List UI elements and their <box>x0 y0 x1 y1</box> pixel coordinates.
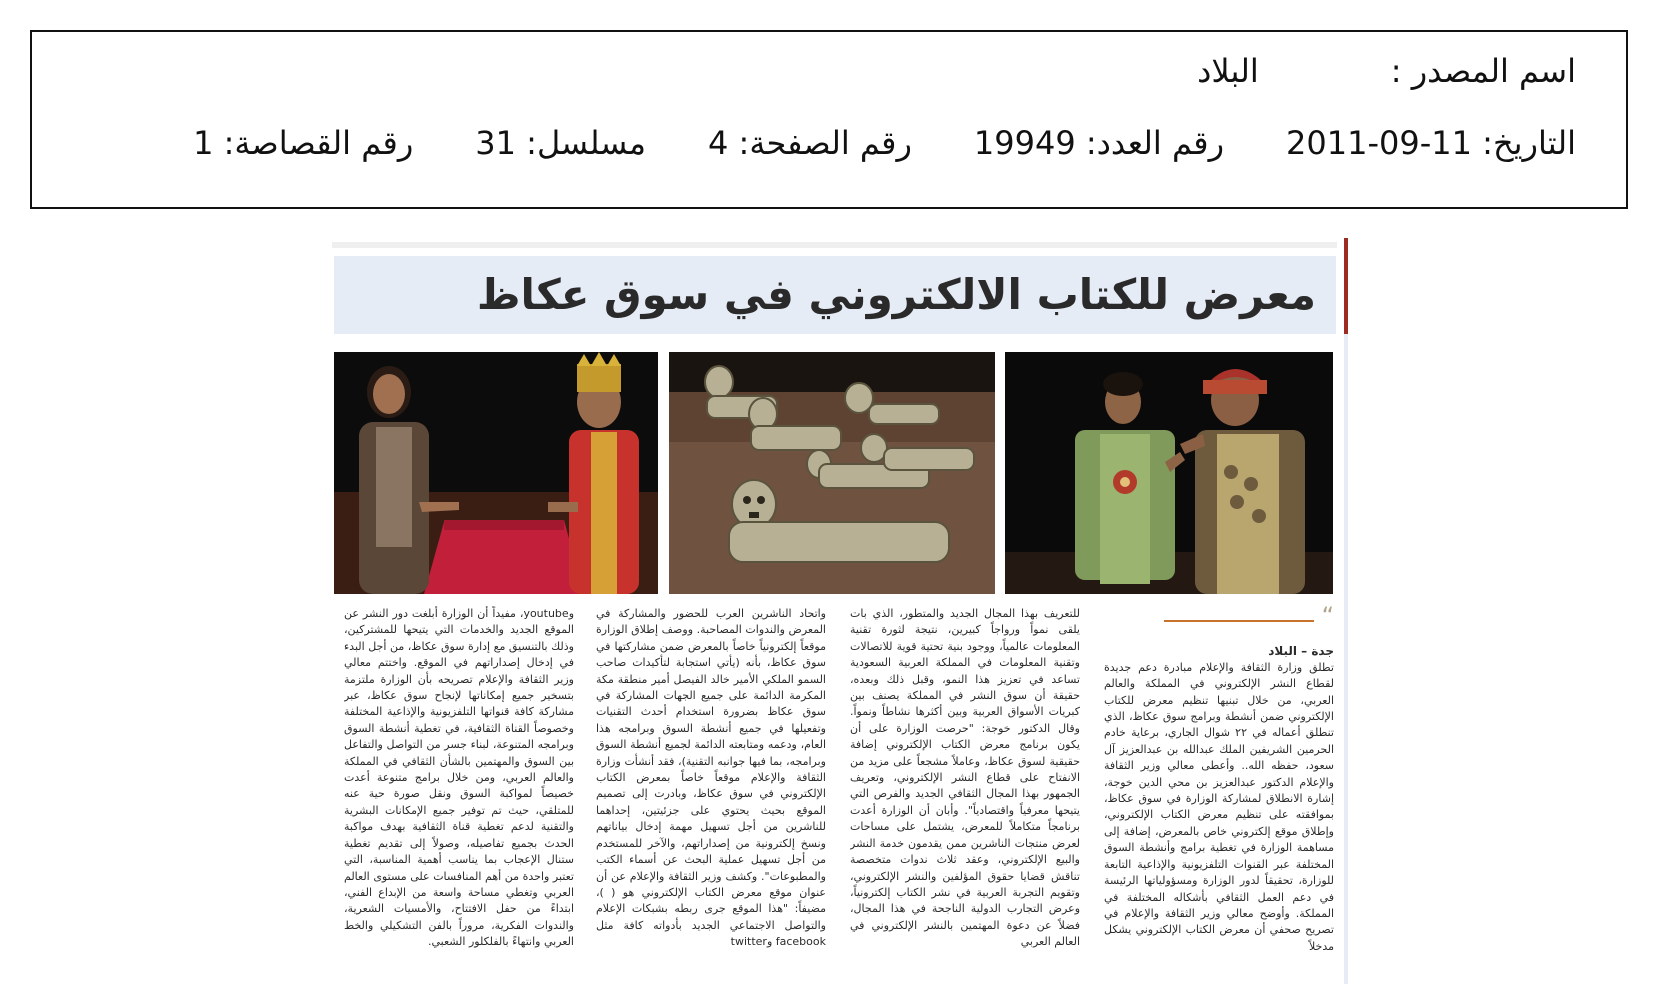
dateline: جدة – البلاد <box>1268 644 1334 659</box>
right-accent-rule <box>1344 238 1348 334</box>
photo-actors-dialogue <box>1005 352 1333 594</box>
photo-actors-king <box>334 352 658 594</box>
article-column-2: للتعريف بهذا المجال الجديد والمتطور، الذي بات يلقى نمواً ورواجاً كبيرين، نتيجة لثورة تقنية المعلومات عالمياً، ووجود بنية تحتية قوية للاتصالات وتقنية المعلومات في المملكة العربية السعودية تساعد في تعزيز هذا النمو، وقبل ذلك وبعده، حقيقة أن سوق النشر في المملكة يصنف بين كبريات الأسواق العربية وبين أكثرها نشاطاً ونمواً. وقال الدكتور خوجة: "حرصت الوزارة على أن يكون برنامج معرض الكتاب الإلكتروني إضافة حقيقية لسوق عكاظ، وعاملاً مشجعاً على مزيد من الانفتاح على قطاع النشر الإلكتروني، وتعريف الجمهور بهذا المجال الثقافي الجديد والفرص التي يتيحها معرفياً واقتصادياً". وأبان أن الوزارة أعدت برنامجاً متكاملاً للمعرض، يشتمل على مساحات لعرض منتجات الناشرين ممن يقدمون خدمة النشر والبيع الإلكتروني، وعقد ثلاث ندوات متخصصة تناقش قضايا حقوق المؤلفين والنشر الإلكتروني، وتقويم التجربة العربية في نشر الكتاب إلكترونياً، وعرض التجارب الدولية الناجحة في هذا المجال، فضلاً عن دعوة المهتمين بالنشر الإلكتروني في العالم العربي <box>850 607 1080 949</box>
issue-number: رقم العدد: 19949 <box>973 124 1225 162</box>
top-rule <box>332 242 1337 248</box>
quote-mark-icon: “ <box>1321 606 1334 630</box>
newspaper-clipping <box>330 238 1348 990</box>
quote-divider <box>1164 620 1314 622</box>
source-value: البلاد <box>1197 52 1259 90</box>
date-field: التاريخ: 11-09-2011 <box>1286 124 1576 162</box>
page-number: رقم الصفحة: 4 <box>708 124 912 162</box>
pull-quote-marker <box>1104 606 1334 629</box>
meta-source-row <box>1135 52 1576 90</box>
headline-band <box>334 256 1336 334</box>
article-column-4: وyoutube، مفيداً أن الوزارة أبلغت دور النشر عن الموقع الجديد والخدمات التي يتيحها للمشتركين، وذلك بالتنسيق مع إدارة سوق عكاظ، من أجل البدء في إدخال إصداراتهم في الموقع. واختتم معالي وزير الثقافة والإعلام تصريحه بأن الوزارة ملتزمة بتسخير جميع إمكاناتها لإنجاح سوق عكاظ، عبر مشاركة كافة قنواتها التلفزيونية والإذاعية المختلفة وخصوصاً القناة الثقافية، في تغطية أنشطة السوق وبرامجه المتنوعة، لبناء جسر من التواصل والتفاعل بين السوق والمهتمين بالشأن الثقافي في المملكة والعالم العربي، ومن خلال برامج متنوعة أعدت خصيصاً لمواكبة السوق ونقل صورة حية عنه للمتلقي، حيث تم توفير جميع الإمكانات البشرية والتقنية لدعم تغطية قناة الثقافية بهدف مواكبة الحدث بجميع تفاصيله، وصولاً إلى تقديم تغطية ستنال الإعجاب بما يناسب أهمية المناسبة، التي تعتبر واحدة من أهم المنافسات على مستوى العالم العربي وتغطي مساحة واسعة من الإبداع الفني، ابتداءً من حفل الافتتاح، والأمسيات الشعرية، والندوات الفكرية، مروراً بالفن التشكيلي والخط العربي وانتهاءً بالفلكلور الشعبي. <box>344 607 574 949</box>
meta-details-row <box>131 124 1576 162</box>
source-label: اسم المصدر : <box>1390 52 1576 90</box>
right-side-strip <box>1344 334 1348 984</box>
article-column-1 <box>1104 606 1334 984</box>
photo-skeleton-dancers <box>669 352 995 594</box>
article-headline: معرض للكتاب الالكتروني في سوق عكاظ <box>476 270 1316 319</box>
column-1-text: تطلق وزارة الثقافة والإعلام مبادرة دعم جديدة لقطاع النشر الإلكتروني في المملكة والعالم العربي، من خلال تبنيها تنظيم معرض للكتاب الإلكتروني ضمن أنشطة وبرامج سوق عكاظ، الذي تنطلق أعماله في ٢٢ شوال الجاري، برعاية خادم الحرمين الشريفين الملك عبدالله بن عبدالعزيز آل سعود، حفظه الله.. وأعطى معالي وزير الثقافة والإعلام الدكتور عبدالعزيز بن محي الدين خوجة، إشارة الانطلاق لمشاركة الوزارة في سوق عكاظ، بموافقته على تنظيم معرض الكتاب الإلكتروني، وإطلاق موقع إلكتروني خاص بالمعرض، إضافة إلى مساهمة الوزارة في تغطية برامج وأنشطة السوق المختلفة عبر القنوات التلفزيونية والإذاعية التابعة للوزارة، تحقيقاً لدور الوزارة ومسؤولياتها الرئيسة في دعم العمل الثقافي بأشكاله المختلفة في المملكة. وأوضح معالي وزير الثقافة والإعلام في تصريح صحفي أن معرض الكتاب الإلكتروني يشكل مدخلاً <box>1104 660 1334 953</box>
article-column-3: واتحاد الناشرين العرب للحضور والمشاركة في المعرض والندوات المصاحبة. ووصف إطلاق الوزارة موقعاً إلكترونياً خاصاً بالمعرض ضمن مشاركتها في سوق عكاظ، بأنه (يأتي استجابة لتأكيدات صاحب السمو الملكي الأمير خالد الفيصل أمير منطقة مكة المكرمة الدائمة على جميع الجهات المشاركة في سوق عكاظ بضرورة استخدام أحدث التقنيات وتفعيلها في جميع أنشطة السوق وبرامجه هذا العام، ودعمه ومتابعته الدائمة لجميع أنشطة السوق وبرامجه، بما فيها جوانبه التقنية)، فقد أنشأت وزارة الثقافة والإعلام موقعاً خاصاً بمعرض الكتاب الإلكتروني في سوق عكاظ، وبادرت إلى تصميم الموقع بحيث يحتوي على جزئيتين، إحداهما للناشرين من أجل تسهيل مهمة إدخال بياناتهم ونسخ إلكترونية من إصداراتهم، والآخر للمستخدم من أجل تسهيل عملية البحث عن أسماء الكتب والمطبوعات". وكشف وزير الثقافة والإعلام عن أن عنوان موقع معرض الكتاب الإلكتروني هو ( )، مضيفاً: "هذا الموقع جرى ربطه بشبكات الإعلام والتواصل الاجتماعي الجديد بأدواته كافة مثل facebook وtwitter <box>596 607 826 949</box>
clipping-metadata-box <box>30 30 1628 209</box>
serial-number: مسلسل: 31 <box>475 124 646 162</box>
article-body <box>334 606 1334 986</box>
clip-number: رقم القصاصة: 1 <box>193 124 414 162</box>
